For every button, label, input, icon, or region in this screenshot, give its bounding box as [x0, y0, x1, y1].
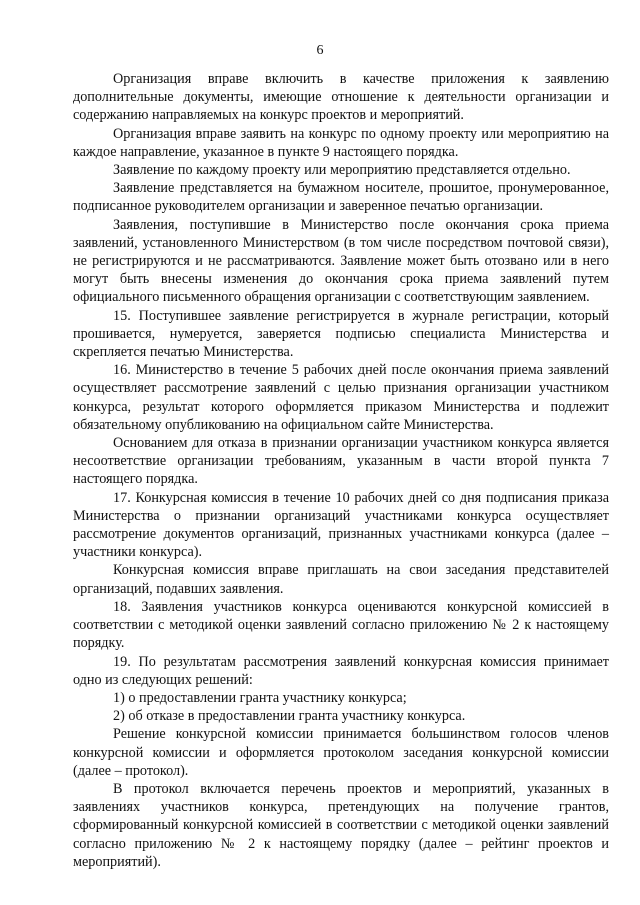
paragraph: Организация вправе включить в качестве приложения к заявлению дополнительные документы, имеющие отношение к деятельности организации и содержанию направляемых на конкурс проектов и мероприятий.	[73, 71, 609, 124]
paragraph-item-15: 15. Поступившее заявление регистрируется в журнале регистрации, который прошивается, нумеруется, заверяется подписью специалиста Министерства и скрепляется печатью Министерства.	[73, 307, 609, 361]
document-body	[73, 70, 609, 871]
paragraph: В протокол включается перечень проектов и мероприятий, указанных в заявлениях участников конкурса, претендующих на получение грантов, сформированный конкурсной комиссией в соответствии с методикой оценки заявлений согласно приложению № 2 к настоящему порядку (далее – рейтинг проектов и мероприятий).	[73, 780, 609, 870]
paragraph-item-17: 17. Конкурсная комиссия в течение 10 рабочих дней со дня подписания приказа Министерства о признании организаций участниками конкурса осуществляет рассмотрение документов организаций, признанных участниками конкурса (далее – участники конкурса).	[73, 489, 609, 561]
paragraph-item-16: 16. Министерство в течение 5 рабочих дней после окончания приема заявлений осуществляет рассмотрение заявлений с целью признания организации участником конкурса, результат которого оформляется приказом Министерства и подлежит обязательному опубликованию на официальном сайте Министерства.	[73, 362, 609, 433]
paragraph: Заявление по каждому проекту или мероприятию представляется отдельно.	[113, 162, 571, 179]
paragraph: Заявления, поступившие в Министерство после окончания срока приема заявлений, установленного Министерством (в том числе посредством почтовой связи), не регистрируются и не рассматриваются. Заявление может быть отозвано или в него могут быть внесены изменения до окончания срока приема заявлений путем официального письменного обращения организации с соответствующим заявлением.	[73, 216, 609, 306]
paragraph: Заявление представляется на бумажном носителе, прошитое, пронумерованное, подписанное руководителем организации и заверенное печатью организации.	[73, 180, 609, 215]
paragraph: Конкурсная комиссия вправе приглашать на свои заседания представителей организаций, подавших заявления.	[73, 562, 609, 597]
paragraph-item-18: 18. Заявления участников конкурса оцениваются конкурсной комиссией в соответствии с методикой оценки заявлений согласно приложению № 2 к настоящему порядку.	[73, 598, 609, 652]
paragraph: Основанием для отказа в признании организации участником конкурса является несоответствие организации требованиям, указанным в части второй пункта 7 настоящего порядка.	[73, 435, 609, 488]
list-item: 1) о предоставлении гранта участнику конкурса;	[113, 689, 407, 706]
page-number: 6	[316, 43, 324, 58]
paragraph-item-19: 19. По результатам рассмотрения заявлений конкурсная комиссия принимает одно из следующих решений:	[73, 653, 609, 688]
paragraph: Организация вправе заявить на конкурс по одному проекту или мероприятию на каждое направление, указанное в пункте 9 настоящего порядка.	[73, 125, 609, 160]
paragraph: Решение конкурсной комиссии принимается большинством голосов членов конкурсной комиссии и оформляется протоколом заседания конкурсной комиссии (далее – протокол).	[73, 726, 609, 779]
list-item: 2) об отказе в предоставлении гранта участнику конкурса.	[113, 708, 466, 725]
